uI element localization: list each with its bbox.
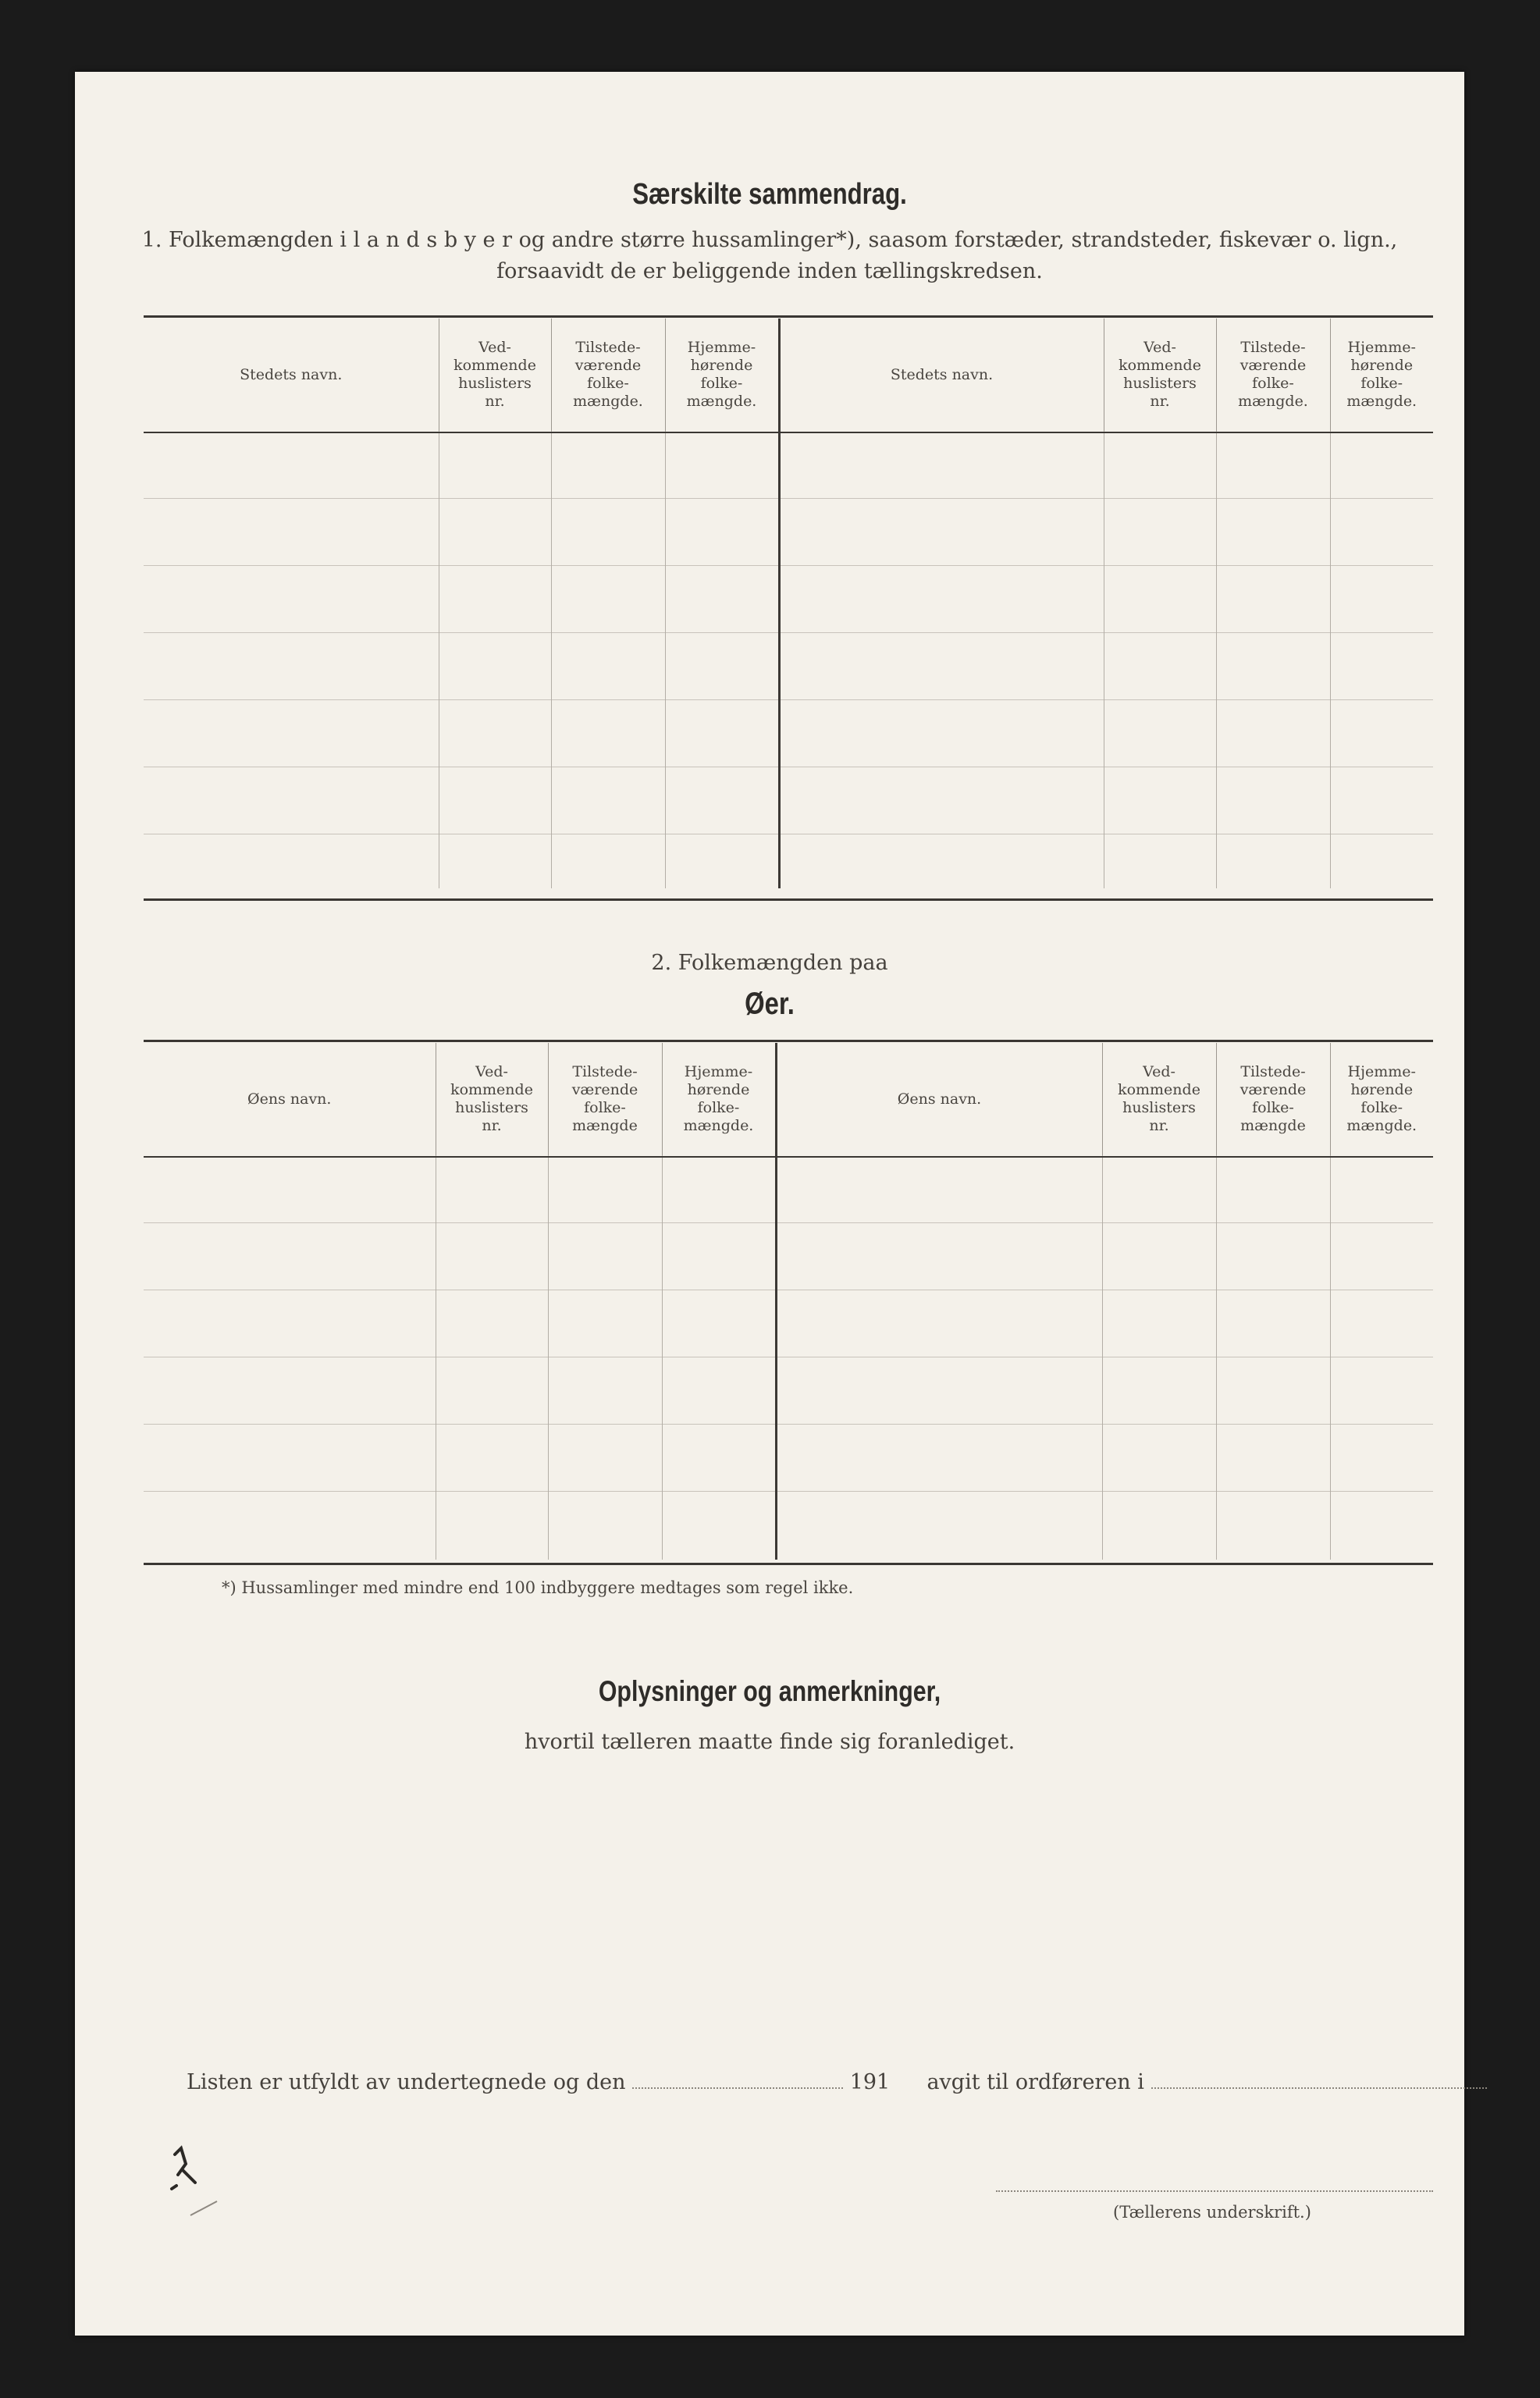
table-cell[interactable] xyxy=(1104,632,1216,699)
header-tilstedevaerende: Tilstede- værende folke- mængde xyxy=(548,1043,662,1155)
table-cell[interactable] xyxy=(662,1155,776,1222)
table-cell[interactable] xyxy=(1216,498,1330,565)
table-cell[interactable] xyxy=(1330,632,1433,699)
table-cell[interactable] xyxy=(548,1290,662,1357)
table-cell[interactable] xyxy=(779,431,1104,498)
table-cell[interactable] xyxy=(1216,1424,1330,1491)
table-cell[interactable] xyxy=(439,431,551,498)
table-cell[interactable] xyxy=(1216,1155,1330,1222)
table-cell[interactable] xyxy=(436,1357,548,1424)
table-cell[interactable] xyxy=(1104,431,1216,498)
table-row xyxy=(144,431,1433,498)
table-row xyxy=(144,767,1433,834)
table2-header-row xyxy=(144,1043,1433,1155)
table-cell[interactable] xyxy=(144,1222,436,1290)
table-row xyxy=(144,834,1433,888)
header-hjemmehorende-right: Hjemme- hørende folke- mængde. xyxy=(1330,318,1433,431)
table-cell[interactable] xyxy=(1216,431,1330,498)
table-cell[interactable] xyxy=(548,1424,662,1491)
table-cell[interactable] xyxy=(1330,1222,1433,1290)
table-cell[interactable] xyxy=(1330,1357,1433,1424)
signature-text-1: Listen er utfyldt av undertegnede og den xyxy=(187,2070,626,2094)
table-cell[interactable] xyxy=(1102,1491,1216,1560)
table-row xyxy=(144,699,1433,767)
table-cell[interactable] xyxy=(551,834,665,888)
table-cell[interactable] xyxy=(144,834,439,888)
table-cell[interactable] xyxy=(144,431,439,498)
date-blank-field xyxy=(632,2087,843,2089)
footnote: *) Hussamlinger med mindre end 100 indbyggere medtages som regel ikke. xyxy=(222,1578,854,1597)
table-cell[interactable] xyxy=(776,1222,1102,1290)
table-cell[interactable] xyxy=(144,498,439,565)
table-cell[interactable] xyxy=(144,1290,436,1357)
table-cell[interactable] xyxy=(1102,1424,1216,1491)
table-cell[interactable] xyxy=(1216,834,1330,888)
table-cell[interactable] xyxy=(1216,632,1330,699)
table-cell[interactable] xyxy=(144,699,439,767)
table-cell[interactable] xyxy=(776,1424,1102,1491)
table-cell[interactable] xyxy=(548,1222,662,1290)
table-cell[interactable] xyxy=(436,1222,548,1290)
table-cell[interactable] xyxy=(551,431,665,498)
table-cell[interactable] xyxy=(776,1491,1102,1560)
signature-blank-field xyxy=(996,2190,1433,2192)
table-cell[interactable] xyxy=(662,1290,776,1357)
table-cell[interactable] xyxy=(665,431,779,498)
table-cell[interactable] xyxy=(662,1424,776,1491)
table-cell[interactable] xyxy=(144,565,439,632)
table-cell[interactable] xyxy=(436,1424,548,1491)
table-cell[interactable] xyxy=(779,699,1104,767)
table-cell[interactable] xyxy=(779,498,1104,565)
table-row xyxy=(144,1222,1433,1290)
table2-bottom-rule xyxy=(144,1563,1433,1565)
header-huslisters-nr: Ved- kommende huslisters nr. xyxy=(436,1043,548,1155)
table-row xyxy=(144,632,1433,699)
table-cell[interactable] xyxy=(1330,834,1433,888)
table-cell[interactable] xyxy=(144,1491,436,1560)
table-cell[interactable] xyxy=(779,767,1104,834)
table-cell[interactable] xyxy=(439,498,551,565)
table-cell[interactable] xyxy=(779,632,1104,699)
table1-header-rule xyxy=(144,432,1433,433)
table-cell[interactable] xyxy=(439,632,551,699)
table-cell[interactable] xyxy=(1104,699,1216,767)
ink-mark-icon xyxy=(159,2140,229,2226)
table-cell[interactable] xyxy=(548,1491,662,1560)
table-cell[interactable] xyxy=(1102,1357,1216,1424)
table-cell[interactable] xyxy=(551,498,665,565)
table-cell[interactable] xyxy=(144,1424,436,1491)
table-cell[interactable] xyxy=(1330,1290,1433,1357)
table-cell[interactable] xyxy=(548,1155,662,1222)
signature-caption: (Tællerens underskrift.) xyxy=(1113,2203,1311,2222)
table-cell[interactable] xyxy=(662,1357,776,1424)
table-cell[interactable] xyxy=(1104,498,1216,565)
ordforer-blank-field xyxy=(1151,2087,1487,2089)
remarks-title: Oplysninger og anmerkninger, xyxy=(598,1675,941,1707)
table-cell[interactable] xyxy=(144,767,439,834)
table-cell[interactable] xyxy=(662,1491,776,1560)
table2-oer xyxy=(144,1043,1433,1560)
table-cell[interactable] xyxy=(665,767,779,834)
table-cell[interactable] xyxy=(1104,767,1216,834)
table-cell[interactable] xyxy=(665,699,779,767)
table-cell[interactable] xyxy=(144,1357,436,1424)
document-page xyxy=(75,72,1464,2336)
table-cell[interactable] xyxy=(551,767,665,834)
header-oens-navn: Øens navn. xyxy=(247,1090,332,1108)
table2-header-rule xyxy=(144,1156,1433,1158)
table-row xyxy=(144,1491,1433,1560)
table-cell[interactable] xyxy=(1104,834,1216,888)
table-cell[interactable] xyxy=(439,834,551,888)
table-cell[interactable] xyxy=(779,834,1104,888)
signature-year: 191 xyxy=(849,2070,891,2094)
table-cell[interactable] xyxy=(1102,1222,1216,1290)
table-cell[interactable] xyxy=(439,767,551,834)
table-cell[interactable] xyxy=(1330,1424,1433,1491)
table1-bottom-rule xyxy=(144,898,1433,901)
section1-intro-line1: 1. Folkemængden i l a n d s b y e r og andre større hussamlinger*), saasom forstæder, strandsteder, fiskevær o. lign., xyxy=(141,228,1398,252)
table-cell[interactable] xyxy=(439,565,551,632)
table-row xyxy=(144,1424,1433,1491)
table-row xyxy=(144,498,1433,565)
table-cell[interactable] xyxy=(662,1222,776,1290)
table-cell[interactable] xyxy=(665,632,779,699)
table-cell[interactable] xyxy=(1216,1491,1330,1560)
table-cell[interactable] xyxy=(1216,699,1330,767)
table-cell[interactable] xyxy=(1216,1357,1330,1424)
table-cell[interactable] xyxy=(436,1491,548,1560)
table-cell[interactable] xyxy=(436,1290,548,1357)
header-tilstedevaerende-right: Tilstede- værende folke- mængde. xyxy=(1216,318,1330,431)
table-cell[interactable] xyxy=(551,699,665,767)
table-cell[interactable] xyxy=(776,1357,1102,1424)
table-row xyxy=(144,1155,1433,1222)
section2-title: Øer. xyxy=(745,987,795,1021)
header-huslisters-nr-right: Ved- kommende huslisters nr. xyxy=(1102,1043,1216,1155)
table-cell[interactable] xyxy=(1330,1155,1433,1222)
table-row xyxy=(144,1290,1433,1357)
table-cell[interactable] xyxy=(144,632,439,699)
header-huslisters-nr: Ved- kommende huslisters nr. xyxy=(439,318,551,431)
table-cell[interactable] xyxy=(1330,498,1433,565)
table2-top-rule xyxy=(144,1040,1433,1042)
table-cell[interactable] xyxy=(436,1155,548,1222)
header-hjemmehorende-right: Hjemme- hørende folke- mængde. xyxy=(1330,1043,1433,1155)
table-cell[interactable] xyxy=(1102,1290,1216,1357)
table-cell[interactable] xyxy=(1330,431,1433,498)
section2-subtitle: 2. Folkemængden paa xyxy=(651,951,888,975)
header-tilstedevaerende-right: Tilstede- værende folke- mængde xyxy=(1216,1043,1330,1155)
table-cell[interactable] xyxy=(1216,1290,1330,1357)
table-cell[interactable] xyxy=(1330,565,1433,632)
table-cell[interactable] xyxy=(776,1155,1102,1222)
table-cell[interactable] xyxy=(1216,1222,1330,1290)
table-cell[interactable] xyxy=(1330,1491,1433,1560)
table-cell[interactable] xyxy=(779,565,1104,632)
table-cell[interactable] xyxy=(551,632,665,699)
table-cell[interactable] xyxy=(439,699,551,767)
table1-landsbyer xyxy=(144,318,1433,888)
remarks-subtitle: hvortil tælleren maatte finde sig foranlediget. xyxy=(524,1730,1015,1754)
table-cell[interactable] xyxy=(551,565,665,632)
header-tilstedevaerende: Tilstede- værende folke- mængde. xyxy=(551,318,665,431)
table-cell[interactable] xyxy=(1330,699,1433,767)
signature-line xyxy=(187,2070,1487,2094)
table-cell[interactable] xyxy=(776,1290,1102,1357)
table-cell[interactable] xyxy=(548,1357,662,1424)
table1-header-row xyxy=(144,318,1433,431)
header-stedets-navn-right: Stedets navn. xyxy=(779,318,1104,431)
signature-text-2: avgit til ordføreren i xyxy=(926,2070,1144,2094)
table-cell[interactable] xyxy=(1216,767,1330,834)
header-hjemmehorende: Hjemme- hørende folke- mængde. xyxy=(662,1043,776,1155)
table-cell[interactable] xyxy=(665,834,779,888)
table-cell[interactable] xyxy=(1216,565,1330,632)
section1-title: Særskilte sammendrag. xyxy=(632,178,907,211)
table-cell[interactable] xyxy=(665,498,779,565)
section1-intro-line2: forsaavidt de er beliggende inden tællingskredsen. xyxy=(496,259,1043,283)
header-oens-navn-right: Øens navn. xyxy=(776,1043,1102,1155)
table-cell[interactable] xyxy=(1102,1155,1216,1222)
header-stedets-navn: Stedets navn. xyxy=(240,365,343,383)
table-cell[interactable] xyxy=(1104,565,1216,632)
table-row xyxy=(144,565,1433,632)
table-cell[interactable] xyxy=(144,1155,436,1222)
header-huslisters-nr-right: Ved- kommende huslisters nr. xyxy=(1104,318,1216,431)
header-hjemmehorende: Hjemme- hørende folke- mængde. xyxy=(665,318,779,431)
table-cell[interactable] xyxy=(665,565,779,632)
table-row xyxy=(144,1357,1433,1424)
table1-top-rule xyxy=(144,315,1433,318)
table-cell[interactable] xyxy=(1330,767,1433,834)
